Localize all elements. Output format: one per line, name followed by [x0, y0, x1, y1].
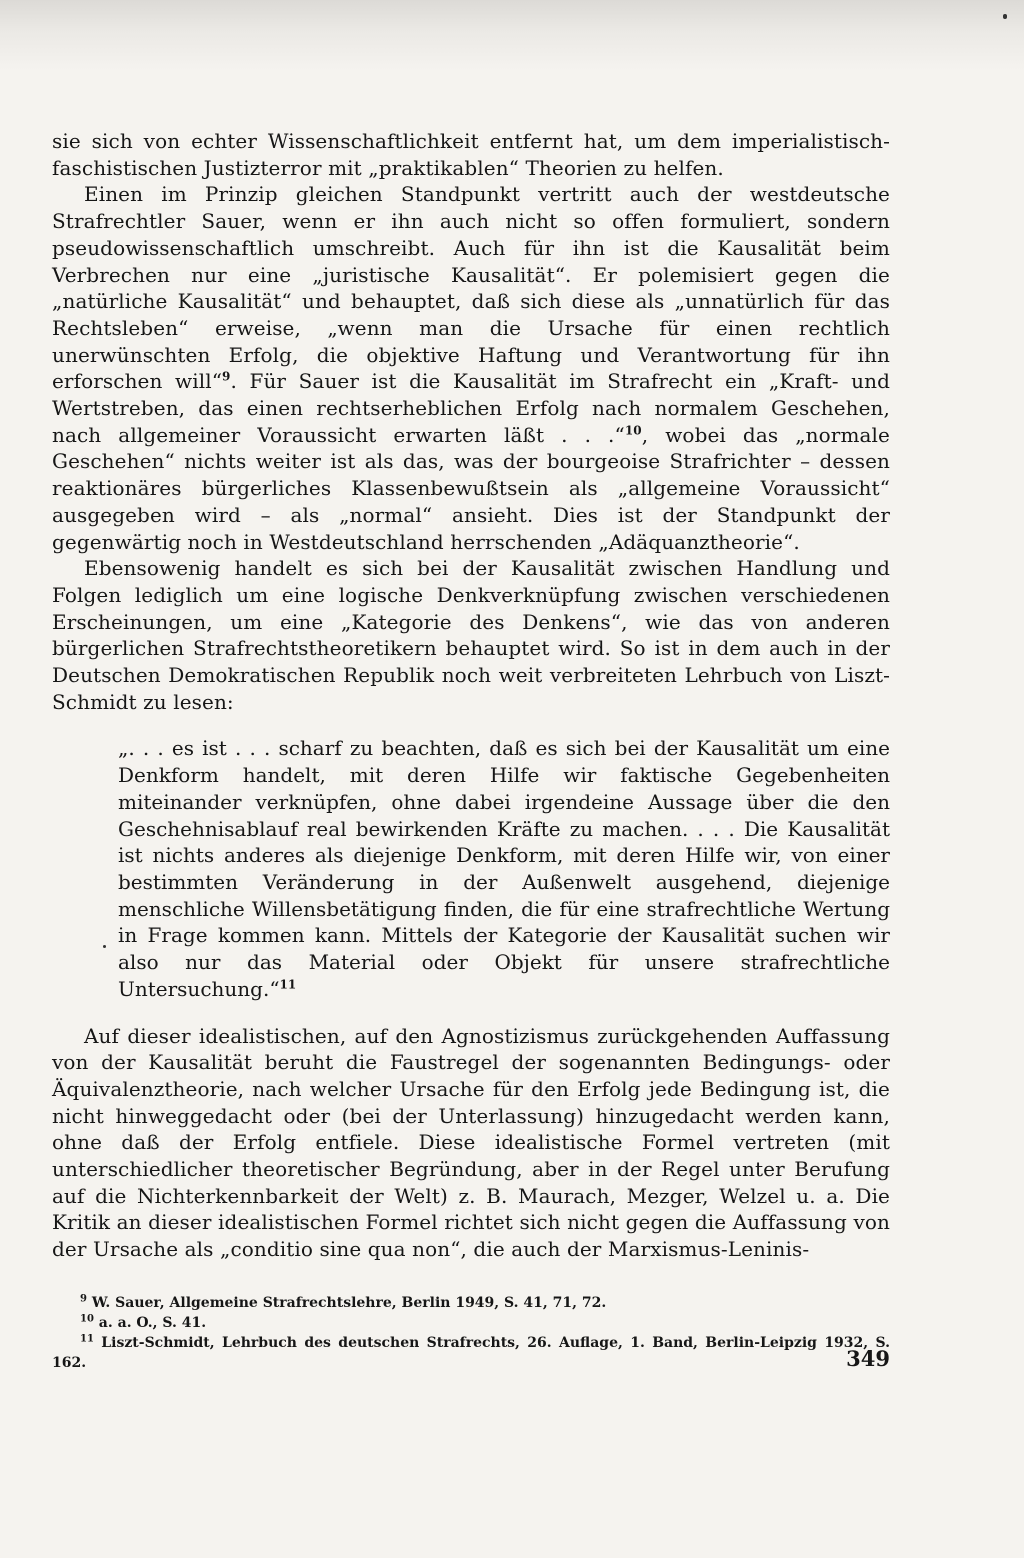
quote-text: „. . . es ist . . . scharf zu beachten, daß es sich bei der Kausalität um eine Denkform handelt, mit deren Hilfe wir faktische Gegebenheiten miteinander verknüpfen, ohne dabei irgendeine Aussage über die den Geschehnisablauf real bewirkenden Kräfte zu machen. . . . Die Kausalität ist nichts anderes als diejenige Denkform, mit deren Hilfe wir, von einer bestimmten Veränderung in der Außenwelt ausgehend, diejenige menschliche Willensbetätigung finden, die für eine strafrechtliche Wertung in Frage kommen kann. Mittels der Kategorie der Kausalität suchen wir also nur das Material oder Objekt für unsere strafrechtliche Untersuchung.“	[118, 736, 890, 1001]
footnotes	[52, 1293, 890, 1373]
page-number: 349	[846, 1346, 890, 1371]
block-quote	[118, 735, 890, 1002]
scan-edge-shadow	[0, 0, 1024, 70]
paragraph-liszt-schmidt	[52, 555, 890, 715]
page-body	[52, 128, 890, 1373]
paragraph-text: . Für Sauer ist die Kausalität im Strafrecht ein „Kraft- und Wertstreben, das einen rechtserheblichen Erfolg nach normalem Geschehen, nach allgemeiner Voraussicht erwarten läßt . . .“	[52, 369, 890, 447]
footnote-ref: 9	[222, 369, 231, 384]
footnote-9	[52, 1293, 890, 1313]
paragraph-aequivalenztheorie	[52, 1023, 890, 1263]
footnote-10	[52, 1313, 890, 1333]
footnote-ref: 10	[624, 423, 642, 438]
footnote-11	[52, 1333, 890, 1373]
footnote-text: Liszt-Schmidt, Lehrbuch des deutschen Strafrechts, 26. Auflage, 1. Band, Berlin-Leipzig 1932, S. 162.	[52, 1334, 890, 1371]
footnote-mark: 10	[80, 1313, 94, 1325]
paragraph-sauer	[52, 181, 890, 555]
paragraph-text: Auf dieser idealistischen, auf den Agnostizismus zurückgehenden Auffassung von der Kausalität beruht die Faustregel der sogenannten Bedingungs- oder Äquivalenztheorie, nach welcher Ursache für den Erfolg jede Bedingung ist, die nicht hinweggedacht oder (bei der Unterlassung) hinzugedacht werden kann, ohne daß der Erfolg entfiele. Diese idealistische Formel vertreten (mit unterschiedlicher theoretischer Begründung, aber in der Regel unter Berufung auf die Nichterkennbarkeit der Welt) z. B. Maurach, Mezger, Welzel u. a. Die Kritik an dieser idealistischen Formel richtet sich nicht gegen die Auffassung von der Ursache als „conditio sine qua non“, die auch der Marxismus-Leninis-	[52, 1023, 890, 1262]
footnote-ref: 11	[279, 977, 297, 992]
paragraph-text: Ebensowenig handelt es sich bei der Kausalität zwischen Handlung und Folgen lediglich um eine logische Denkverknüpfung zwischen verschiedenen Erscheinungen, um eine „Kategorie des Denkens“, wie das von anderen bürgerlichen Strafrechtstheoretikern behauptet wird. So ist in dem auch in der Deutschen Demokratischen Republik noch weit verbreiteten Lehrbuch von Liszt-Schmidt zu lesen:	[52, 556, 890, 714]
footnote-mark: 11	[80, 1333, 94, 1345]
footnote-mark: 9	[80, 1293, 87, 1305]
paragraph-text: sie sich von echter Wissenschaftlichkeit entfernt hat, um dem imperialistisch-faschistischen Justizterror mit „praktikablen“ Theorien zu helfen.	[52, 129, 890, 180]
scan-speck	[1003, 14, 1007, 19]
paragraph-text: Einen im Prinzip gleichen Standpunkt vertritt auch der westdeutsche Strafrechtler Sauer, wenn er ihn auch nicht so offen formuliert, sondern pseudowissenschaftlich umschreibt. Auch für ihn ist die Kausalität beim Verbrechen nur eine „juristische Kausalität“. Er polemisiert gegen die „natürliche Kausalität“ und behauptet, daß sich diese als „unnatürlich für das Rechtsleben“ erweise, „wenn man die Ursache für einen rechtlich unerwünschten Erfolg, die objektive Haftung und Verantwortung für ihn erforschen will“	[52, 182, 890, 394]
paragraph-text: , wobei das „normale Geschehen“ nichts weiter ist als das, was der bourgeoise Strafrichter – dessen reaktionäres bürgerliches Klassenbewußtsein als „allgemeine Voraussicht“ ausgegeben wird – als „normal“ ansieht. Dies ist der Standpunkt der gegenwärtig noch in Westdeutschland herrschenden „Adäquanztheorie“.	[52, 422, 890, 554]
footnote-text: W. Sauer, Allgemeine Strafrechtslehre, Berlin 1949, S. 41, 71, 72.	[91, 1294, 607, 1311]
footnote-text: a. a. O., S. 41.	[98, 1314, 207, 1331]
paragraph-continued	[52, 128, 890, 181]
